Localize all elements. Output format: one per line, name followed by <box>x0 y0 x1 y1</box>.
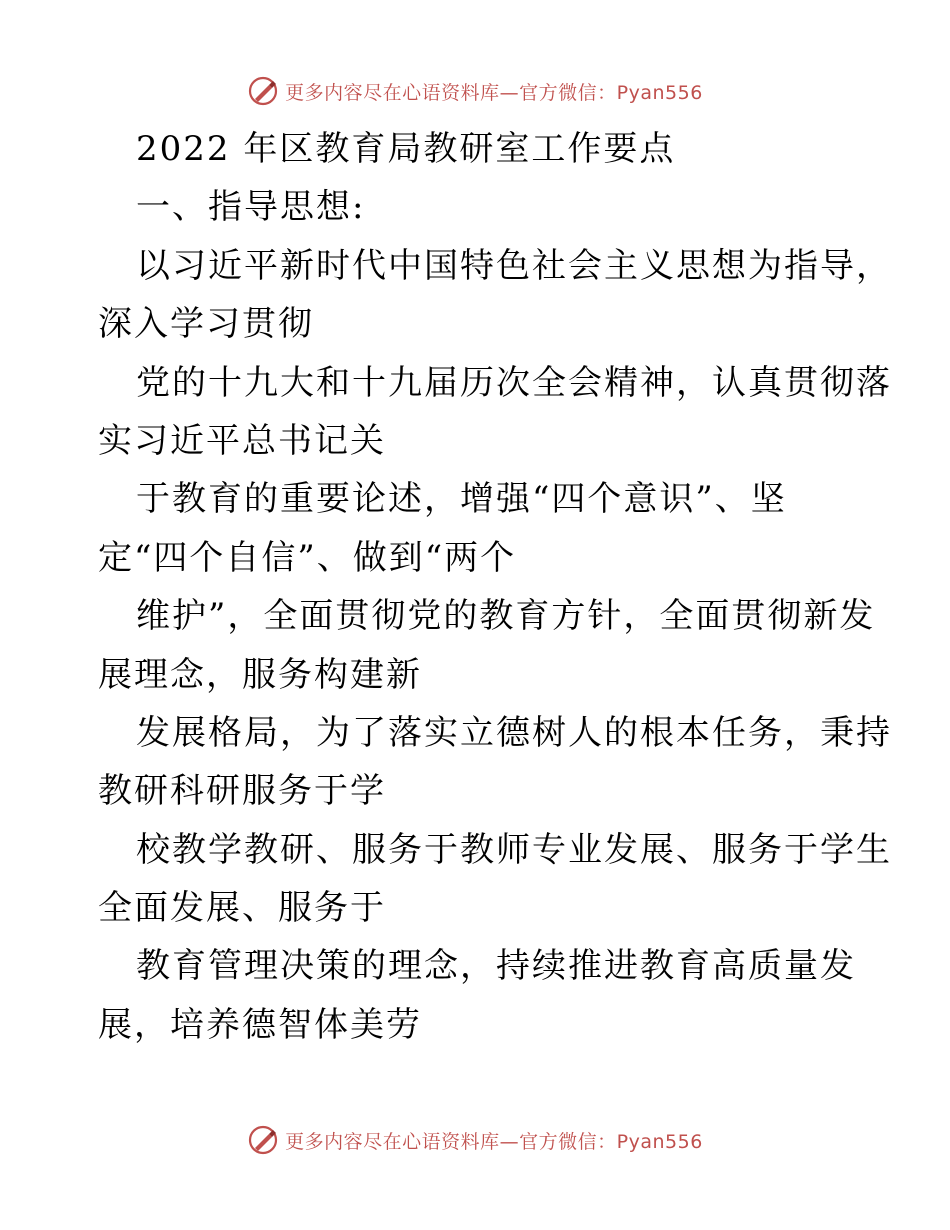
document-title: 2022 年区教育局教研室工作要点 <box>136 129 676 169</box>
text-line: 以习近平新时代中国特色社会主义思想为指导， <box>136 245 892 286</box>
watermark-text: 更多内容尽在心语资料库—官方微信：Pyan556 <box>285 1130 703 1153</box>
text-line: 于教育的重要论述，增强“四个意识”、坚 <box>136 479 787 520</box>
text-line: 展理念，服务构建新 <box>98 654 422 695</box>
document-body <box>98 120 892 1054</box>
footer-watermark <box>0 1120 950 1160</box>
text-line: 发展格局，为了落实立德树人的根本任务，秉持 <box>136 712 892 753</box>
text-line: 实习近平总书记关 <box>98 420 386 461</box>
text-line: 教育管理决策的理念，持续推进教育高质量发 <box>136 946 856 987</box>
text-line: 全面发展、服务于 <box>98 888 386 929</box>
text-line: 维护”，全面贯彻党的教育方针，全面贯彻新发 <box>136 596 876 637</box>
section-heading: 一、指导思想: <box>136 187 366 228</box>
pen-circle-logo-icon <box>247 1124 279 1156</box>
pen-circle-logo-icon <box>247 75 279 107</box>
text-line: 展，培养德智体美劳 <box>98 1004 422 1045</box>
watermark-text: 更多内容尽在心语资料库—官方微信：Pyan556 <box>285 81 703 104</box>
text-line: 深入学习贯彻 <box>98 304 314 345</box>
text-line: 党的十九大和十九届历次全会精神，认真贯彻落 <box>136 362 892 403</box>
text-line: 定“四个自信”、做到“两个 <box>98 537 517 578</box>
text-line: 校教学教研、服务于教师专业发展、服务于学生 <box>136 829 892 870</box>
text-line: 教研科研服务于学 <box>98 771 386 812</box>
header-watermark <box>0 71 950 111</box>
